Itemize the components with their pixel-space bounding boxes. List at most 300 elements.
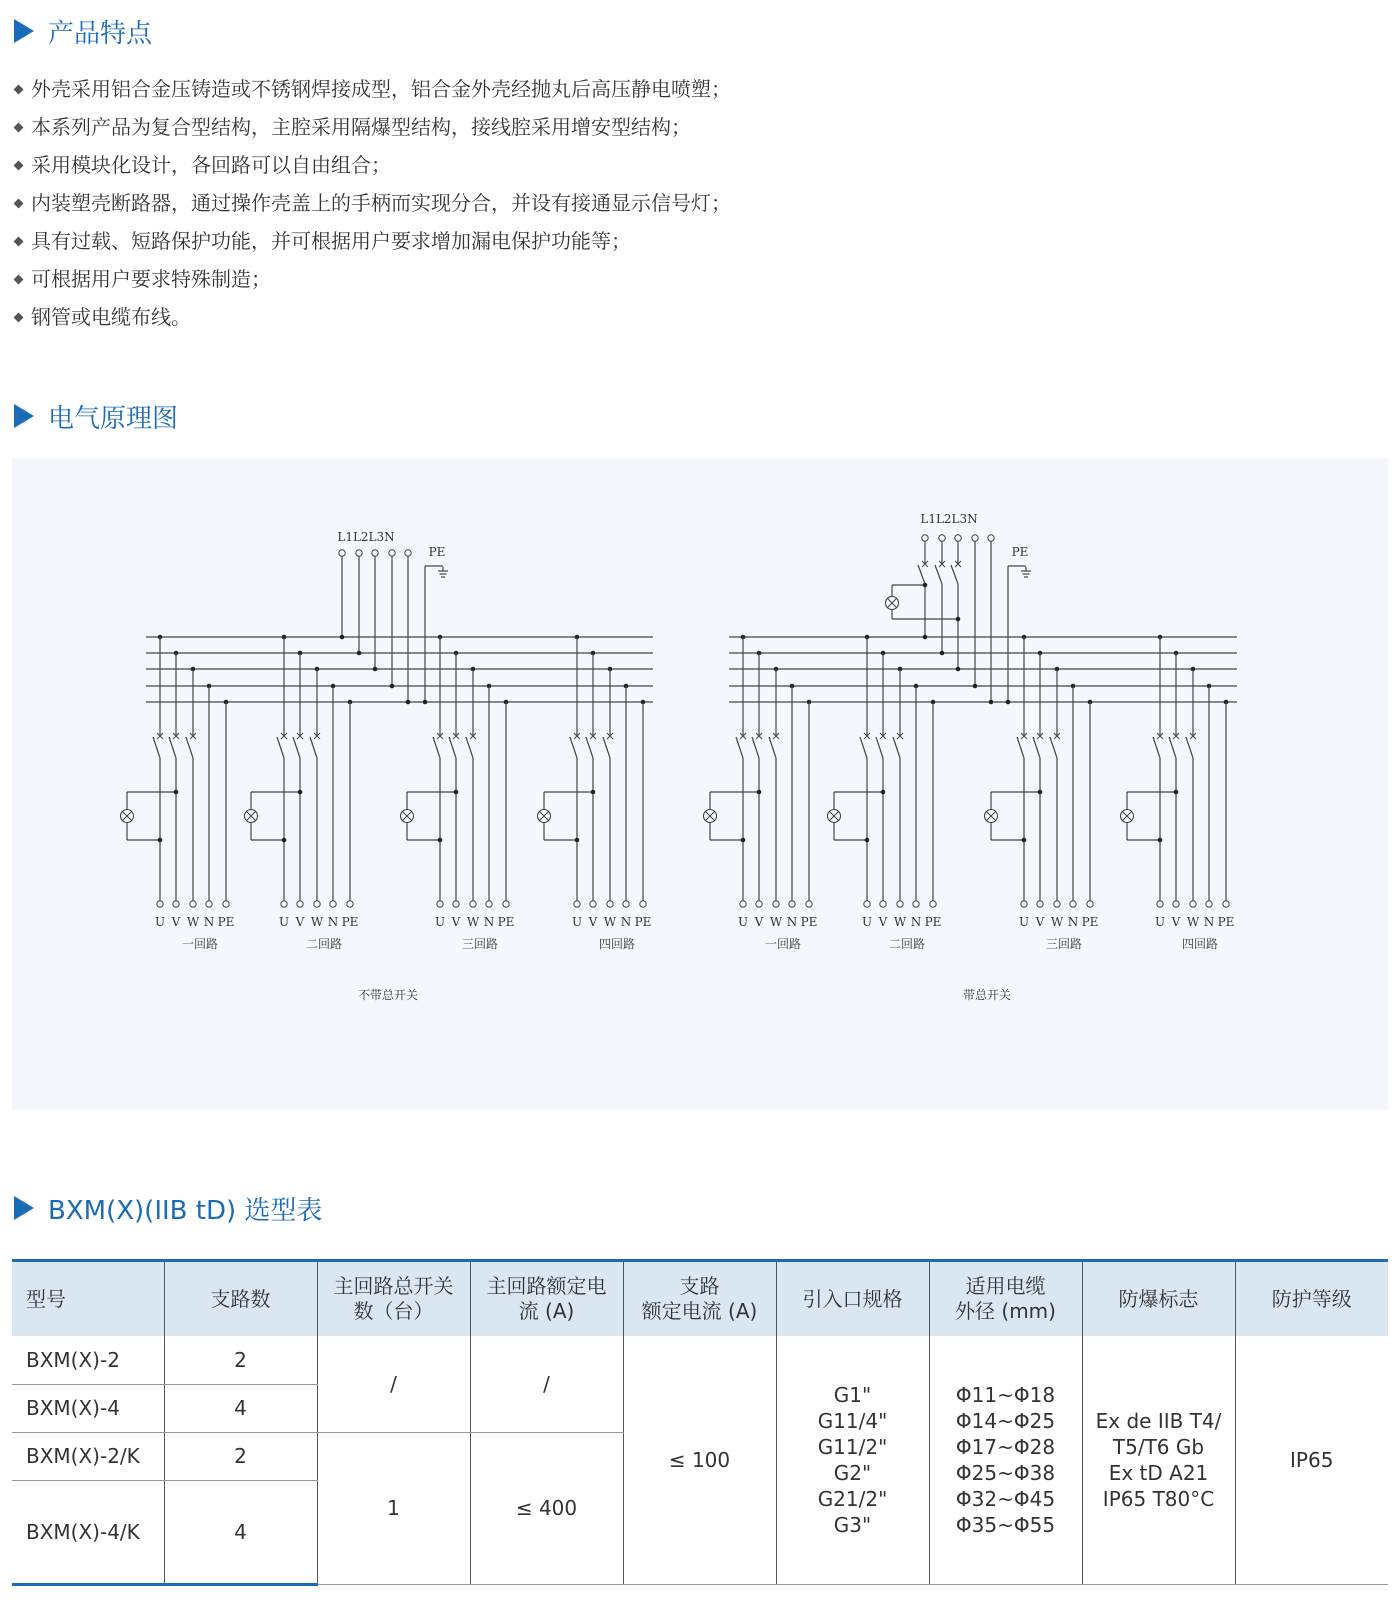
junction-dot — [373, 667, 378, 672]
junction-dot — [865, 838, 870, 843]
inlet-spec: G11/4" — [817, 1408, 888, 1433]
terminal-icon — [157, 901, 163, 907]
pe-label: PE — [428, 545, 446, 559]
terminal-label: W — [1186, 915, 1200, 929]
indicator-lamp-icon — [538, 810, 551, 823]
header-inlet-spec — [776, 1261, 929, 1337]
diamond-bullet-icon — [14, 84, 24, 94]
junction-dot — [1022, 838, 1027, 843]
inlet-spec: G11/2" — [817, 1434, 888, 1459]
diamond-bullet-icon — [14, 122, 24, 132]
cell-branches: 2 — [164, 1336, 317, 1384]
earth-icon — [438, 567, 448, 577]
list-item — [12, 108, 731, 146]
breaker-pole-icon — [433, 730, 443, 758]
terminal-label: PE — [800, 915, 818, 929]
terminal-icon — [1021, 901, 1027, 907]
terminal-label: W — [603, 915, 617, 929]
terminal-icon — [773, 901, 779, 907]
junction-dot — [423, 700, 428, 705]
schematic-without-main-switch — [121, 530, 654, 1002]
terminal-icon — [1206, 901, 1212, 907]
circuit-label: 三回路 — [461, 937, 499, 951]
terminal-label: V — [295, 915, 305, 929]
terminal-icon — [1054, 901, 1060, 907]
breaker-pole-icon — [466, 730, 476, 758]
list-item — [12, 222, 731, 260]
switch-blade — [860, 737, 867, 758]
switch-blade — [935, 565, 942, 584]
terminal-icon — [880, 901, 886, 907]
feature-list — [12, 70, 731, 336]
breaker-pole-icon — [1017, 730, 1027, 758]
terminal-icon — [607, 901, 613, 907]
junction-dot — [923, 635, 928, 640]
cell-main-switch-count: / — [317, 1336, 470, 1432]
feature-text: 具有过载、短路保护功能，并可根据用户要求增加漏电保护功能等； — [31, 229, 631, 253]
triangle-bullet-icon — [14, 1196, 34, 1220]
terminal-icon — [347, 901, 353, 907]
branch-circuit — [828, 635, 942, 951]
breaker-pole-icon — [1186, 730, 1196, 758]
junction-dot — [406, 700, 411, 705]
cell-main-current: ≤ 400 — [470, 1432, 623, 1584]
branch-circuit — [538, 635, 652, 951]
terminal-icon — [574, 901, 580, 907]
table-header-row — [12, 1261, 1388, 1337]
switch-blade — [449, 737, 456, 758]
header-line: 型号 — [26, 1286, 66, 1311]
indicator-lamp-icon — [1121, 810, 1134, 823]
terminal-icon — [988, 535, 994, 541]
terminal-icon — [437, 901, 443, 907]
breaker-pole-icon — [752, 730, 762, 758]
terminal-label: U — [1154, 915, 1166, 929]
breaker-pole-icon — [860, 730, 870, 758]
junction-dot — [940, 651, 945, 656]
terminal-icon — [223, 901, 229, 907]
switch-blade — [876, 737, 883, 758]
indicator-lamp-icon — [828, 810, 841, 823]
inlet-spec: G3" — [833, 1512, 872, 1537]
terminal-label: PE — [217, 915, 235, 929]
schematic-caption: 带总开关 — [962, 988, 1012, 1002]
header-main-switch-count — [317, 1261, 470, 1337]
diamond-bullet-icon — [14, 236, 24, 246]
terminal-label: N — [327, 915, 339, 929]
switch-blade — [433, 737, 440, 758]
terminal-icon — [190, 901, 196, 907]
terminal-label: PE — [1217, 915, 1235, 929]
terminal-label: U — [861, 915, 873, 929]
terminal-label: V — [754, 915, 764, 929]
feature-text: 内装塑壳断路器，通过操作壳盖上的手柄而实现分合，并设有接通显示信号灯； — [31, 191, 731, 215]
terminal-label: U — [278, 915, 290, 929]
junction-dot — [158, 838, 163, 843]
section-title-schematic — [14, 396, 178, 436]
terminal-label: U — [154, 915, 166, 929]
inlet-spec: G1" — [833, 1382, 872, 1407]
switch-blade — [277, 737, 284, 758]
earth-icon — [1021, 567, 1031, 577]
terminal-icon — [955, 535, 961, 541]
list-item — [12, 298, 731, 336]
indicator-lamp-icon — [704, 810, 717, 823]
breaker-pole-icon — [1169, 730, 1179, 758]
breaker-pole-icon — [186, 730, 196, 758]
cell-branches: 2 — [164, 1432, 317, 1480]
terminal-label: W — [769, 915, 783, 929]
terminal-label: U — [1018, 915, 1030, 929]
terminal-label: V — [1171, 915, 1181, 929]
breaker-pole-icon — [277, 730, 287, 758]
terminal-label: N — [786, 915, 798, 929]
header-branch-current — [623, 1261, 776, 1337]
ex-marking-line: Ex tD A21 — [1108, 1460, 1209, 1485]
terminal-label: W — [1050, 915, 1064, 929]
terminal-label: W — [310, 915, 324, 929]
cell-branches: 4 — [164, 1384, 317, 1432]
cell-ex-marking — [1082, 1336, 1235, 1584]
switch-blade — [951, 565, 958, 584]
terminal-label: N — [203, 915, 215, 929]
list-item — [12, 70, 731, 108]
switch-blade — [1153, 737, 1160, 758]
switch-blade — [893, 737, 900, 758]
terminal-label: U — [434, 915, 446, 929]
section-title-selection-table — [14, 1188, 322, 1228]
breaker-pole-icon — [736, 730, 746, 758]
terminal-icon — [897, 901, 903, 907]
junction-dot — [989, 700, 994, 705]
switch-blade — [1186, 737, 1193, 758]
switch-blade — [310, 737, 317, 758]
terminal-icon — [756, 901, 762, 907]
terminal-icon — [1173, 901, 1179, 907]
junction-dot — [741, 838, 746, 843]
circuit-label: 一回路 — [181, 937, 219, 951]
feature-text: 本系列产品为复合型结构，主腔采用隔爆型结构，接线腔采用增安型结构； — [31, 115, 691, 139]
branch-circuit — [401, 635, 515, 951]
breaker-pole-icon — [603, 730, 613, 758]
diamond-bullet-icon — [14, 198, 24, 208]
junction-dot — [1174, 790, 1179, 795]
circuit-label: 一回路 — [764, 937, 802, 951]
feature-text: 钢管或电缆布线。 — [31, 305, 191, 329]
junction-dot — [174, 790, 179, 795]
ex-marking-line: T5/T6 Gb — [1112, 1434, 1205, 1459]
header-ex-marking — [1082, 1261, 1235, 1337]
switch-blade — [153, 737, 160, 758]
list-item — [12, 184, 731, 222]
schematic-with-main-switch — [704, 512, 1238, 1002]
junction-dot — [438, 838, 443, 843]
cable-diameter: Φ25~Φ38 — [955, 1460, 1056, 1485]
terminal-icon — [740, 901, 746, 907]
terminal-icon — [1190, 901, 1196, 907]
cell-model: BXM(X)-2/K — [12, 1432, 164, 1480]
feature-text: 可根据用户要求特殊制造； — [31, 267, 271, 291]
terminal-icon — [356, 550, 362, 556]
terminal-icon — [486, 901, 492, 907]
indicator-lamp-icon — [401, 810, 414, 823]
switch-blade — [293, 737, 300, 758]
terminal-icon — [864, 901, 870, 907]
terminal-label: PE — [1081, 915, 1099, 929]
cable-diameter: Φ17~Φ28 — [955, 1434, 1056, 1459]
terminal-icon — [590, 901, 596, 907]
breaker-pole-icon — [169, 730, 179, 758]
junction-dot — [923, 583, 928, 588]
switch-blade — [769, 737, 776, 758]
switch-blade — [586, 737, 593, 758]
cell-model: BXM(X)-2 — [12, 1336, 164, 1384]
cell-protection: IP65 — [1235, 1336, 1388, 1584]
terminal-icon — [470, 901, 476, 907]
terminal-icon — [939, 535, 945, 541]
terminal-label: PE — [634, 915, 652, 929]
breaker-pole-icon — [1050, 730, 1060, 758]
header-line: 主回路总开关 — [333, 1274, 454, 1298]
diamond-bullet-icon — [14, 312, 24, 322]
breaker-pole-icon — [893, 730, 903, 758]
selection-table — [12, 1259, 1388, 1586]
breaker-pole-icon — [951, 558, 961, 584]
terminal-label: V — [171, 915, 181, 929]
terminal-icon — [503, 901, 509, 907]
terminal-label: N — [620, 915, 632, 929]
terminal-icon — [1070, 901, 1076, 907]
circuit-label: 二回路 — [305, 937, 343, 951]
header-line: 防护等级 — [1271, 1286, 1352, 1311]
header-line: 数（台） — [353, 1299, 434, 1323]
branch-circuit — [245, 635, 359, 951]
switch-blade — [918, 565, 925, 584]
triangle-bullet-icon — [14, 19, 34, 43]
switch-blade — [1050, 737, 1057, 758]
indicator-lamp-icon — [985, 810, 998, 823]
junction-dot — [390, 684, 395, 689]
branch-circuit — [121, 635, 235, 951]
ex-marking-line: Ex de IIB T4/ — [1095, 1408, 1222, 1433]
header-line: 额定电流 (A) — [641, 1299, 758, 1323]
header-line: 主回路额定电 — [486, 1274, 607, 1298]
terminal-label: U — [737, 915, 749, 929]
switch-blade — [186, 737, 193, 758]
indicator-lamp-icon — [886, 597, 899, 610]
switch-blade — [603, 737, 610, 758]
junction-dot — [298, 790, 303, 795]
terminal-label: V — [451, 915, 461, 929]
breaker-pole-icon — [570, 730, 580, 758]
switch-blade — [1033, 737, 1040, 758]
terminal-label: PE — [497, 915, 515, 929]
terminal-label: N — [1067, 915, 1079, 929]
switch-blade — [1169, 737, 1176, 758]
terminal-icon — [640, 901, 646, 907]
terminal-icon — [623, 901, 629, 907]
terminal-icon — [806, 901, 812, 907]
list-item — [12, 260, 731, 298]
terminal-label: U — [571, 915, 583, 929]
header-line: 支路数 — [210, 1286, 271, 1311]
circuit-label: 三回路 — [1045, 937, 1083, 951]
header-line: 外径 (mm) — [955, 1299, 1056, 1323]
wiring-schematic — [12, 458, 1388, 1110]
diamond-bullet-icon — [14, 274, 24, 284]
cell-cable-diameters — [929, 1336, 1082, 1584]
ex-marking-line: IP65 T80°C — [1102, 1486, 1215, 1511]
breaker-pole-icon — [1033, 730, 1043, 758]
terminal-icon — [339, 550, 345, 556]
breaker-pole-icon — [1153, 730, 1163, 758]
terminal-label: W — [186, 915, 200, 929]
junction-dot — [575, 838, 580, 843]
junction-dot — [454, 790, 459, 795]
breaker-pole-icon — [918, 558, 928, 584]
terminal-icon — [913, 901, 919, 907]
junction-dot — [340, 635, 345, 640]
terminal-label: N — [1203, 915, 1215, 929]
terminal-icon — [1037, 901, 1043, 907]
terminal-icon — [453, 901, 459, 907]
junction-dot — [1006, 700, 1011, 705]
breaker-pole-icon — [876, 730, 886, 758]
section-title-text: 电气原理图 — [48, 403, 179, 434]
supply-label: L1L2L3N — [337, 530, 395, 544]
inlet-spec: G21/2" — [817, 1486, 888, 1511]
junction-dot — [973, 684, 978, 689]
feature-text: 外壳采用铝合金压铸造或不锈钢焊接成型，铝合金外壳经抛丸后高压静电喷塑； — [31, 77, 731, 101]
branch-circuit — [704, 635, 818, 951]
breaker-pole-icon — [293, 730, 303, 758]
terminal-icon — [1157, 901, 1163, 907]
terminal-icon — [314, 901, 320, 907]
terminal-label: PE — [924, 915, 942, 929]
terminal-icon — [389, 550, 395, 556]
terminal-icon — [173, 901, 179, 907]
cell-inlet-specs — [776, 1336, 929, 1584]
schematic-panel — [12, 458, 1388, 1110]
indicator-lamp-icon — [245, 810, 258, 823]
diamond-bullet-icon — [14, 160, 24, 170]
terminal-icon — [922, 535, 928, 541]
circuit-label: 四回路 — [598, 937, 636, 951]
terminal-icon — [1087, 901, 1093, 907]
branch-circuit — [1121, 635, 1235, 951]
indicator-lamp-icon — [121, 810, 134, 823]
branch-circuit — [985, 635, 1099, 951]
junction-dot — [1158, 838, 1163, 843]
cable-diameter: Φ35~Φ55 — [955, 1512, 1056, 1537]
breaker-pole-icon — [310, 730, 320, 758]
feature-text: 采用模块化设计，各回路可以自由组合； — [31, 153, 391, 177]
terminal-icon — [297, 901, 303, 907]
circuit-label: 二回路 — [888, 937, 926, 951]
schematic-caption: 不带总开关 — [357, 988, 419, 1002]
terminal-label: N — [910, 915, 922, 929]
cell-main-switch-count: 1 — [317, 1432, 470, 1584]
junction-dot — [881, 790, 886, 795]
header-model — [12, 1261, 164, 1337]
header-protection — [1235, 1261, 1388, 1337]
switch-blade — [570, 737, 577, 758]
cell-model: BXM(X)-4/K — [12, 1480, 164, 1584]
supply-label: L1L2L3N — [920, 512, 978, 526]
terminal-icon — [281, 901, 287, 907]
junction-dot — [757, 790, 762, 795]
terminal-icon — [930, 901, 936, 907]
junction-dot — [357, 651, 362, 656]
header-line: 支路 — [679, 1274, 720, 1298]
terminal-label: PE — [341, 915, 359, 929]
section-title-text: BXM(X)(IIB tD) 选型表 — [48, 1195, 323, 1226]
terminal-label: N — [483, 915, 495, 929]
section-title-features — [14, 11, 152, 51]
breaker-pole-icon — [449, 730, 459, 758]
breaker-pole-icon — [935, 558, 945, 584]
inlet-spec: G2" — [833, 1460, 872, 1485]
switch-blade — [736, 737, 743, 758]
terminal-icon — [972, 535, 978, 541]
terminal-label: V — [878, 915, 888, 929]
header-line: 引入口规格 — [802, 1286, 903, 1311]
terminal-icon — [330, 901, 336, 907]
switch-blade — [752, 737, 759, 758]
switch-blade — [169, 737, 176, 758]
header-cable-diameter — [929, 1261, 1082, 1337]
cell-branches: 4 — [164, 1480, 317, 1584]
table-row — [12, 1336, 1388, 1384]
junction-dot — [282, 838, 287, 843]
terminal-label: W — [893, 915, 907, 929]
switch-blade — [1017, 737, 1024, 758]
terminal-icon — [789, 901, 795, 907]
header-line: 适用电缆 — [965, 1274, 1046, 1298]
breaker-pole-icon — [769, 730, 779, 758]
breaker-pole-icon — [153, 730, 163, 758]
pe-label: PE — [1011, 545, 1029, 559]
junction-dot — [956, 617, 961, 622]
terminal-label: W — [466, 915, 480, 929]
cable-diameter: Φ11~Φ18 — [955, 1382, 1056, 1407]
junction-dot — [956, 667, 961, 672]
switch-blade — [466, 737, 473, 758]
terminal-icon — [1223, 901, 1229, 907]
cable-diameter: Φ14~Φ25 — [955, 1408, 1056, 1433]
cable-diameter: Φ32~Φ45 — [955, 1486, 1056, 1511]
triangle-bullet-icon — [14, 404, 34, 428]
circuit-label: 四回路 — [1181, 937, 1219, 951]
junction-dot — [1038, 790, 1043, 795]
terminal-icon — [405, 550, 411, 556]
cell-model: BXM(X)-4 — [12, 1384, 164, 1432]
header-line: 防爆标志 — [1118, 1286, 1199, 1311]
terminal-label: V — [1035, 915, 1045, 929]
terminal-icon — [372, 550, 378, 556]
cell-branch-current: ≤ 100 — [623, 1336, 776, 1584]
junction-dot — [591, 790, 596, 795]
terminal-icon — [206, 901, 212, 907]
header-line: 流 (A) — [518, 1299, 575, 1323]
cell-main-current: / — [470, 1336, 623, 1432]
section-title-text: 产品特点 — [48, 18, 153, 49]
list-item — [12, 146, 731, 184]
breaker-pole-icon — [586, 730, 596, 758]
header-main-current — [470, 1261, 623, 1337]
terminal-label: V — [588, 915, 598, 929]
header-branches — [164, 1261, 317, 1337]
